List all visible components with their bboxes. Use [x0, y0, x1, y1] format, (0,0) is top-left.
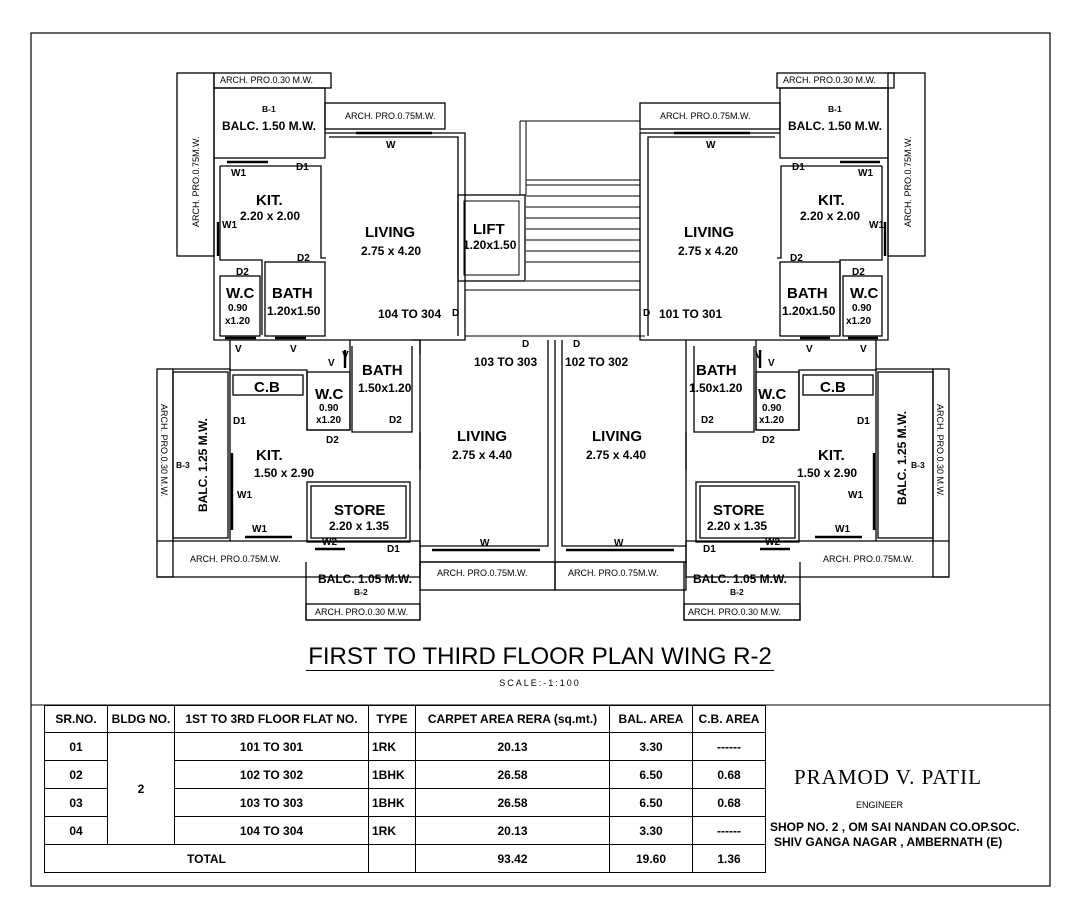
table-row: [45, 733, 766, 761]
wc-label-bl: W.C: [315, 386, 344, 403]
cell-carpet: 26.58: [416, 761, 610, 789]
v-label: V: [860, 344, 867, 355]
drawing-scale: SCALE:-1:100: [499, 678, 581, 688]
w-label: W: [706, 140, 716, 151]
cell-srno: 03: [45, 789, 108, 817]
kit-dim-br: 1.50 x 2.90: [797, 466, 858, 480]
cell-total-carpet: 93.42: [416, 845, 610, 873]
living-label-bl: LIVING: [457, 428, 508, 445]
balc-b2-label-r: BALC. 1.05 M.W.: [693, 572, 788, 586]
kit-label-bl: KIT.: [256, 447, 283, 464]
bath-label-tl: BATH: [272, 285, 313, 302]
d1-label: D1: [792, 162, 805, 173]
w1-label: W1: [231, 168, 246, 179]
w1-label: W1: [858, 168, 873, 179]
area-table-header: [45, 706, 766, 733]
cell-type: 1RK: [369, 817, 416, 845]
col-bal: BAL. AREA: [610, 706, 693, 733]
kit-label-tr: KIT.: [818, 192, 845, 209]
cell-bal: 3.30: [610, 817, 693, 845]
living-label-tr: LIVING: [684, 224, 735, 241]
wc-label-tl: W.C: [226, 285, 255, 302]
living-dim-tr: 2.75 x 4.20: [678, 244, 739, 258]
store-dim-l: 2.20 x 1.35: [329, 519, 390, 533]
d2-label: D2: [852, 267, 865, 278]
wc-dim1-tl: 0.90: [228, 303, 248, 314]
cell-srno: 02: [45, 761, 108, 789]
lift-label: LIFT: [473, 221, 505, 238]
arch-label-bl: ARCH. PRO.0.75M.W.: [190, 554, 281, 564]
engineer-address-line2: SHIV GANGA NAGAR , AMBERNATH (E): [774, 835, 1003, 849]
d2-label: D2: [790, 253, 803, 264]
balc-b3-tag-r: B-3: [911, 460, 925, 470]
engineer-address: [770, 820, 1042, 850]
d2-label: D2: [762, 435, 775, 446]
cell-total-empty: [369, 845, 416, 873]
cell-carpet: 26.58: [416, 789, 610, 817]
arch-label-bl3: ARCH. PRO.0.75M.W.: [437, 568, 528, 578]
balc-b2-tag-l: B-2: [354, 587, 368, 597]
cell-flat: 104 TO 304: [175, 817, 369, 845]
flat-102-label: 102 TO 302: [565, 355, 629, 369]
d1-label: D1: [703, 544, 716, 555]
bath-label-br: BATH: [696, 362, 737, 379]
col-srno: SR.NO.: [45, 706, 108, 733]
cell-carpet: 20.13: [416, 817, 610, 845]
flat-104-label: 104 TO 304: [378, 307, 442, 321]
w-label: W: [480, 538, 490, 549]
cell-type: 1BHK: [369, 761, 416, 789]
balc-b3-tag-l: B-3: [176, 460, 190, 470]
cell-type: 1BHK: [369, 789, 416, 817]
wc-dim1-br: 0.90: [762, 403, 782, 414]
arch-label-br3: ARCH. PRO.0.75M.W.: [568, 568, 659, 578]
arch-side-label-tr: ARCH. PRO.0.75M.W.: [903, 136, 913, 227]
v-label: V: [806, 344, 813, 355]
w1-label: W1: [835, 524, 850, 535]
col-bldg: BLDG NO.: [108, 706, 175, 733]
cb-label-r: C.B: [820, 379, 846, 396]
d2-label: D2: [389, 415, 402, 426]
wc-dim2-tr: x1.20: [846, 316, 872, 327]
flat-101-label: 101 TO 301: [659, 307, 723, 321]
arch-label-br: ARCH. PRO.0.75M.W.: [823, 554, 914, 564]
wc-dim2-bl: x1.20: [316, 415, 342, 426]
engineer-address-line1: SHOP NO. 2 , OM SAI NANDAN CO.OP.SOC.: [770, 820, 1020, 834]
wc-label-br: W.C: [758, 386, 787, 403]
w2-label: W2: [322, 537, 337, 548]
d1-label: D1: [387, 544, 400, 555]
arch-label-tr2: ARCH. PRO.0.75M.W.: [660, 111, 751, 121]
arch-label-tl2: ARCH. PRO.0.75M.W.: [345, 111, 436, 121]
arch-label-tl: ARCH. PRO.0.30 M.W.: [220, 75, 314, 85]
door-label: D: [522, 339, 530, 350]
store-label-l: STORE: [334, 502, 386, 519]
balc-b1-tag-l: B-1: [262, 104, 276, 114]
wc-dim2-br: x1.20: [759, 415, 785, 426]
arch-label-tr: ARCH. PRO.0.30 M.W.: [783, 75, 877, 85]
w1-label: W1: [222, 220, 237, 231]
w-label: W: [386, 140, 396, 151]
living-dim-tl: 2.75 x 4.20: [361, 244, 422, 258]
v-label: V: [328, 358, 335, 369]
living-dim-br: 2.75 x 4.40: [586, 448, 647, 462]
w-label: W: [614, 538, 624, 549]
bath-label-bl: BATH: [362, 362, 403, 379]
cell-bal: 6.50: [610, 789, 693, 817]
cell-total-cb: 1.36: [693, 845, 766, 873]
wc-dim2-tl: x1.20: [225, 316, 251, 327]
col-type: TYPE: [369, 706, 416, 733]
w1-label: W1: [252, 524, 267, 535]
w1-label: W1: [848, 490, 863, 501]
v-label: V: [290, 344, 297, 355]
d1-label: D1: [296, 162, 309, 173]
wc-label-tr: W.C: [850, 285, 879, 302]
cell-cb: 0.68: [693, 761, 766, 789]
cell-flat: 103 TO 303: [175, 789, 369, 817]
arch-label-bl2: ARCH. PRO.0.30 M.W.: [315, 607, 409, 617]
cell-cb: ------: [693, 733, 766, 761]
d2-label: D2: [297, 253, 310, 264]
cell-srno: 04: [45, 817, 108, 845]
arch-side-label-tl: ARCH. PRO.0.75M.W.: [191, 136, 201, 227]
kit-label-br: KIT.: [818, 447, 845, 464]
v-label: V: [235, 344, 242, 355]
lift-dim: 1.20x1.50: [463, 238, 517, 252]
balc-b2-tag-r: B-2: [730, 587, 744, 597]
arch-label-br2: ARCH. PRO.0.30 M.W.: [688, 607, 782, 617]
col-cb: C.B. AREA: [693, 706, 766, 733]
d2-label: D2: [701, 415, 714, 426]
arch-side-label-br: ARCH. PRO.0.30 M.W.: [935, 404, 945, 498]
kit-dim-tl: 2.20 x 2.00: [240, 209, 301, 223]
kit-label-tl: KIT.: [256, 192, 283, 209]
v-label: V: [755, 350, 762, 361]
balc-b1-tag-r: B-1: [828, 104, 842, 114]
d2-label: D2: [236, 267, 249, 278]
balc-b1-label-r: BALC. 1.50 M.W.: [788, 119, 883, 133]
drawing-title: [0, 643, 1080, 671]
cell-total-bal: 19.60: [610, 845, 693, 873]
cell-bal: 6.50: [610, 761, 693, 789]
area-table: [44, 705, 766, 873]
d1-label: D1: [857, 416, 870, 427]
bath-dim-tr: 1.20x1.50: [782, 304, 836, 318]
cell-bldg: 2: [108, 733, 175, 845]
kit-dim-tr: 2.20 x 2.00: [800, 209, 861, 223]
col-carpet: CARPET AREA RERA (sq.mt.): [416, 706, 610, 733]
wc-dim1-tr: 0.90: [852, 303, 872, 314]
store-label-r: STORE: [713, 502, 765, 519]
bath-dim-br: 1.50x1.20: [689, 381, 743, 395]
living-label-tl: LIVING: [365, 224, 416, 241]
wc-dim1-bl: 0.90: [319, 403, 339, 414]
cell-cb: 0.68: [693, 789, 766, 817]
bath-dim-tl: 1.20x1.50: [267, 304, 321, 318]
drawing-title-text: FIRST TO THIRD FLOOR PLAN WING R-2: [308, 643, 772, 670]
d1-label: D1: [233, 416, 246, 427]
door-label: D: [452, 308, 460, 319]
cell-flat: 102 TO 302: [175, 761, 369, 789]
balc-b3-label-r: BALC. 1.25 M.W.: [895, 410, 909, 505]
v-label: V: [342, 350, 349, 361]
w2-label: W2: [765, 537, 780, 548]
cell-total-label: TOTAL: [45, 845, 369, 873]
bath-dim-bl: 1.50x1.20: [358, 381, 412, 395]
w1-label: W1: [237, 490, 252, 501]
v-label: V: [768, 358, 775, 369]
flat-103-label: 103 TO 303: [474, 355, 538, 369]
balc-b2-label-l: BALC. 1.05 M.W.: [318, 572, 413, 586]
table-total-row: [45, 845, 766, 873]
cell-cb: ------: [693, 817, 766, 845]
cell-bal: 3.30: [610, 733, 693, 761]
engineer-name: PRAMOD V. PATIL: [794, 765, 982, 789]
balc-b1-label-l: BALC. 1.50 M.W.: [222, 119, 317, 133]
door-label: D: [573, 339, 581, 350]
cell-flat: 101 TO 301: [175, 733, 369, 761]
arch-side-label-bl: ARCH. PRO.0.30 M.W.: [159, 404, 169, 498]
d2-label: D2: [326, 435, 339, 446]
store-dim-r: 2.20 x 1.35: [707, 519, 768, 533]
living-dim-bl: 2.75 x 4.40: [452, 448, 513, 462]
living-label-br: LIVING: [592, 428, 643, 445]
engineer-role: ENGINEER: [856, 800, 904, 810]
col-flat: 1ST TO 3RD FLOOR FLAT NO.: [175, 706, 369, 733]
cell-srno: 01: [45, 733, 108, 761]
engineer-block: [772, 765, 1042, 850]
balc-b3-label-l: BALC. 1.25 M.W.: [196, 417, 210, 512]
cell-type: 1RK: [369, 733, 416, 761]
kit-dim-bl: 1.50 x 2.90: [254, 466, 315, 480]
door-label: D: [643, 308, 651, 319]
cell-carpet: 20.13: [416, 733, 610, 761]
w1-label: W1: [869, 220, 884, 231]
cb-label-l: C.B: [254, 379, 280, 396]
bath-label-tr: BATH: [787, 285, 828, 302]
